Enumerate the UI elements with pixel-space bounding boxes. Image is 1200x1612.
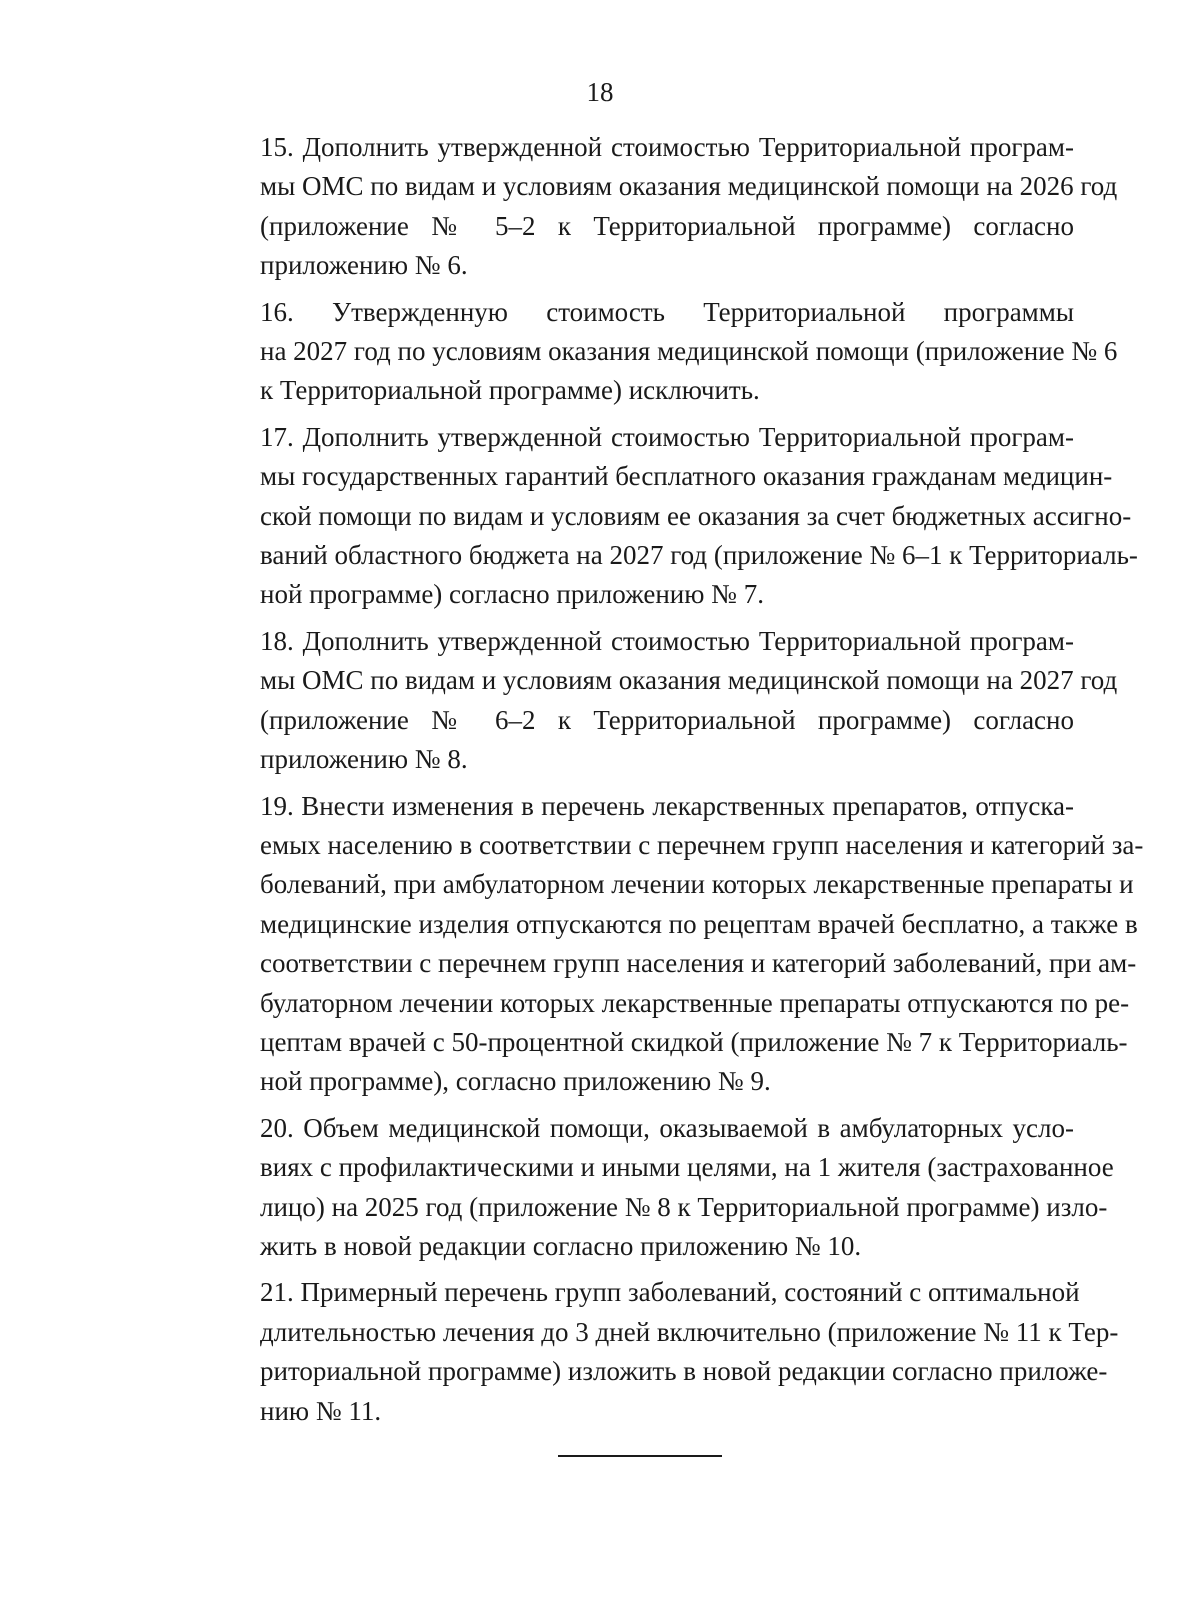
text-line: (приложение № 6–2 к Территориальной программе) согласно <box>260 704 1074 735</box>
text-line: 19. Внести изменения в перечень лекарственных препаратов, отпуска- <box>260 790 1074 821</box>
text-line: длительностью лечения до 3 дней включительно (приложение № 11 к Тер- <box>260 1316 1119 1347</box>
text-line: 21. Примерный перечень групп заболеваний, состояний с оптимальной <box>260 1277 1080 1308</box>
text-line: 15. Дополнить утвержденной стоимостью Территориальной програм- <box>260 132 1074 162</box>
text-line: булаторном лечении которых лекарственные препараты отпускаются по ре- <box>260 987 1130 1018</box>
text-line: (приложение № 5–2 к Территориальной программе) согласно <box>260 210 1074 241</box>
text-line: на 2027 год по условиям оказания медицинской помощи (приложение № 6 <box>260 336 1118 367</box>
text-line: цептам врачей с 50-процентной скидкой (приложение № 7 к Территориаль- <box>260 1026 1128 1057</box>
text-line: емых населению в соответствии с перечнем групп населения и категорий за- <box>260 829 1144 860</box>
paragraph-16 <box>190 293 1118 411</box>
paragraph-17 <box>190 418 1138 615</box>
text-line: ской помощи по видам и условиям ее оказания за счет бюджетных ассигно- <box>260 500 1132 531</box>
text-line: мы ОМС по видам и условиям оказания медицинской помощи на 2027 год <box>260 665 1118 696</box>
text-line: болеваний, при амбулаторном лечении которых лекарственные препараты и <box>260 869 1134 900</box>
page-number: 18 <box>586 77 614 107</box>
text-line: медицинские изделия отпускаются по рецептам врачей бесплатно, а также в <box>260 908 1138 939</box>
text-line: жить в новой редакции согласно приложению № 10. <box>260 1230 862 1261</box>
paragraph-15 <box>190 128 1118 286</box>
text-line: приложению № 6. <box>260 250 468 281</box>
text-line: ной программе) согласно приложению № 7. <box>260 579 764 610</box>
text-line: 17. Дополнить утвержденной стоимостью Территориальной програм- <box>260 421 1074 452</box>
text-line: 16. Утвержденную стоимость Территориальной программы <box>260 296 1074 327</box>
text-line: ной программе), согласно приложению № 9. <box>260 1066 771 1097</box>
text-line: 20. Объем медицинской помощи, оказываемой в амбулаторных усло- <box>260 1112 1074 1143</box>
text-line: приложению № 8. <box>260 744 468 775</box>
text-line: ваний областного бюджета на 2027 год (приложение № 6–1 к Территориаль- <box>260 540 1138 571</box>
text-line: лицо) на 2025 год (приложение № 8 к Территориальной программе) изло- <box>260 1191 1108 1222</box>
closing-divider-line <box>558 1455 722 1457</box>
text-line: риториальной программе) изложить в новой редакции согласно приложе- <box>260 1356 1108 1387</box>
text-line: мы государственных гарантий бесплатного оказания гражданам медицин- <box>260 461 1113 492</box>
text-line: к Территориальной программе) исключить. <box>260 375 760 406</box>
paragraph-20 <box>190 1109 1114 1267</box>
text-line: мы ОМС по видам и условиям оказания медицинской помощи на 2026 год <box>260 171 1118 202</box>
text-line: соответствии с перечнем групп населения и категорий заболеваний, при ам- <box>260 948 1137 979</box>
text-line: 18. Дополнить утвержденной стоимостью Территориальной програм- <box>260 625 1074 656</box>
text-line: виях с профилактическими и иными целями, на 1 жителя (застрахованное <box>260 1152 1114 1183</box>
document-body <box>190 128 1144 1438</box>
paragraph-21 <box>190 1273 1119 1431</box>
text-line: нию № 11. <box>260 1395 382 1426</box>
paragraph-18 <box>190 622 1118 780</box>
paragraph-19 <box>190 787 1144 1102</box>
